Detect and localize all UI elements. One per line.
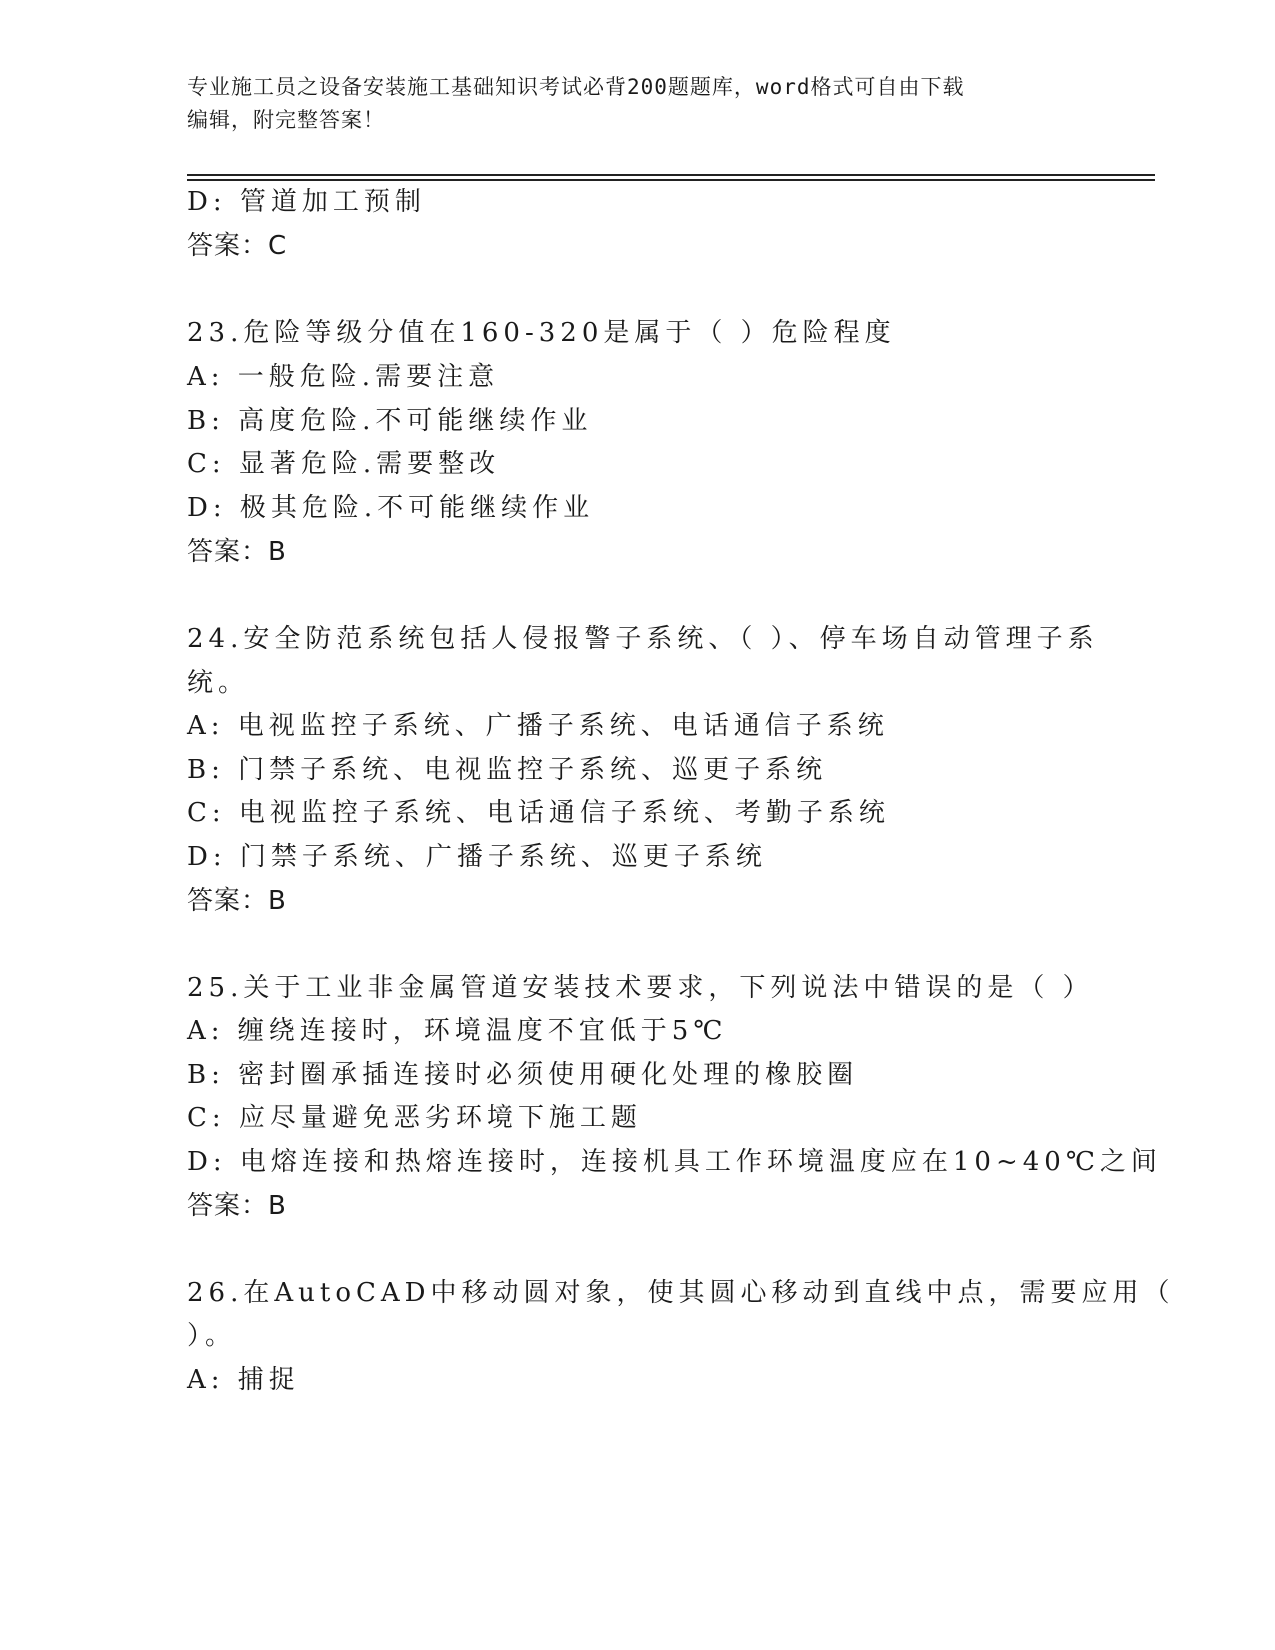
header-divider-bottom (187, 179, 1155, 181)
q24-stem-line-1: 24.安全防范系统包括人侵报警子系统、（ ）、停车场自动管理子系 (187, 624, 1099, 654)
header-title-line-2: 编辑，附完整答案！ (187, 108, 385, 132)
q23-answer: 答案：B (187, 537, 287, 567)
q24-option-b: B: 门禁子系统、电视监控子系统、巡更子系统 (187, 755, 828, 785)
q25-option-d: D: 电熔连接和热熔连接时，连接机具工作环境温度应在10~40℃之间 (187, 1147, 1162, 1177)
q24-answer: 答案：B (187, 886, 287, 916)
q25-option-a: A: 缠绕连接时，环境温度不宜低于5℃ (187, 1016, 728, 1046)
q25-option-b: B: 密封圈承插连接时必须使用硬化处理的橡胶圈 (187, 1060, 859, 1090)
q24-option-c: C: 电视监控子系统、电话通信子系统、考勤子系统 (187, 798, 890, 828)
q25-stem: 25.关于工业非金属管道安装技术要求，下列说法中错误的是（ ） (187, 973, 1094, 1003)
header-title-line-1: 专业施工员之设备安装施工基础知识考试必背200题题库，word格式可自由下载 (187, 75, 965, 99)
q23-option-a: A: 一般危险.需要注意 (187, 362, 500, 392)
header-divider-top (187, 174, 1155, 176)
q24-stem-line-2: 统。 (187, 668, 250, 698)
q22-option-d: D: 管道加工预制 (187, 187, 426, 217)
q23-stem: 23.危险等级分值在160-320是属于（ ）危险程度 (187, 318, 896, 348)
q24-option-a: A: 电视监控子系统、广播子系统、电话通信子系统 (187, 711, 889, 741)
q25-answer: 答案：B (187, 1191, 287, 1221)
q26-stem-line-2: ）。 (187, 1321, 237, 1351)
q23-option-d: D: 极其危险.不可能继续作业 (187, 493, 595, 523)
q23-option-c: C: 显著危险.需要整改 (187, 449, 501, 479)
q22-answer: 答案：C (187, 231, 288, 261)
q24-option-d: D: 门禁子系统、广播子系统、巡更子系统 (187, 842, 767, 872)
q25-option-c: C: 应尽量避免恶劣环境下施工题 (187, 1103, 642, 1133)
q23-option-b: B: 高度危险.不可能继续作业 (187, 406, 593, 436)
q26-stem-line-1: 26.在AutoCAD中移动圆对象，使其圆心移动到直线中点，需要应用（ (187, 1278, 1175, 1308)
q26-option-a: A: 捕捉 (187, 1365, 300, 1395)
